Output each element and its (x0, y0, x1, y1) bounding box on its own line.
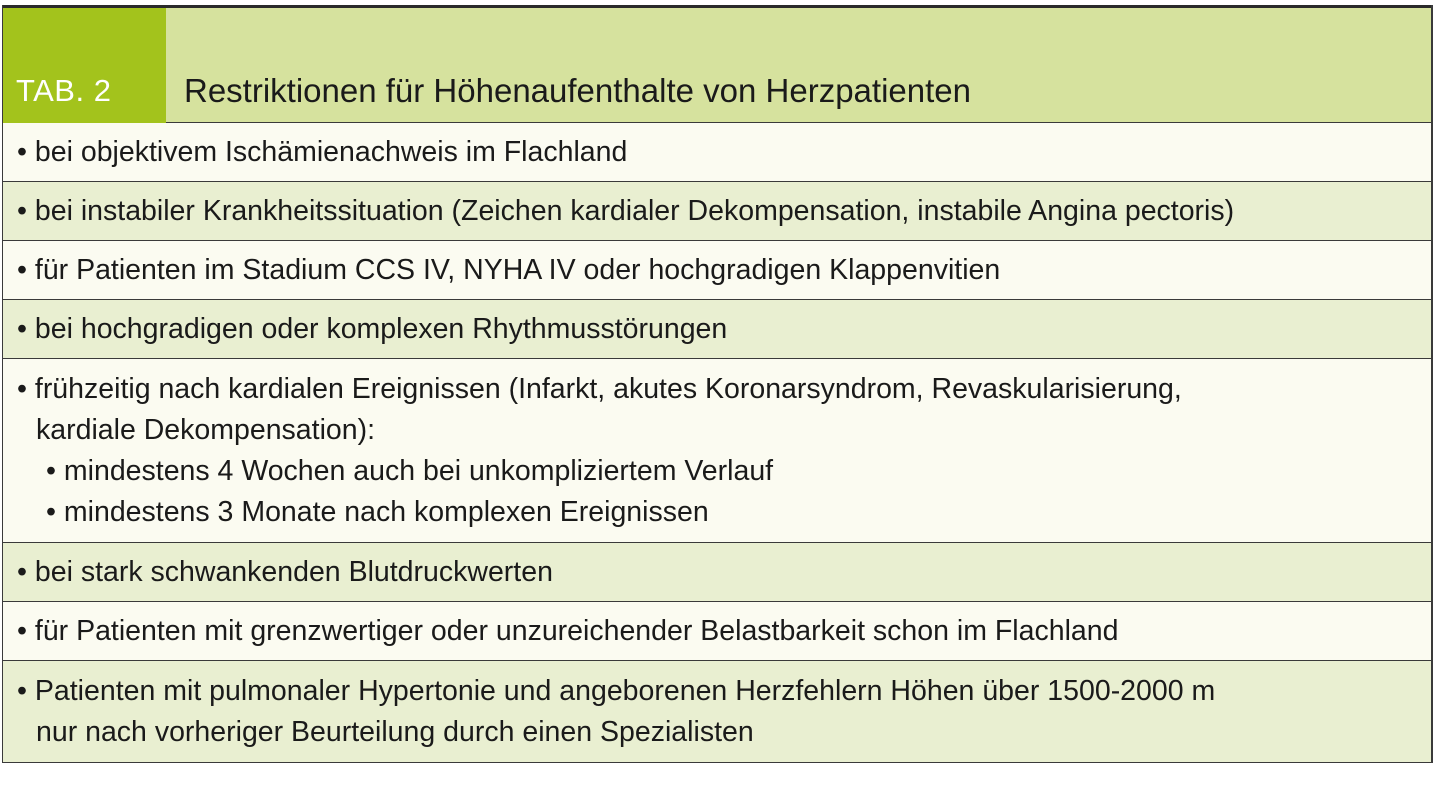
table-row (3, 661, 1431, 763)
row-text: • frühzeitig nach kardialen Ereignissen (Infarkt, akutes Koronarsyndrom, Revaskularisierung, (17, 373, 1182, 405)
row-text-continuation: nur nach vorheriger Beurteilung durch einen Spezialisten (36, 716, 754, 748)
table-row (3, 241, 1431, 300)
row-text: • bei instabiler Krankheitssituation (Zeichen kardialer Dekompensation, instabile Angina pectoris) (17, 195, 1235, 227)
table-row (3, 359, 1431, 543)
row-text: • bei objektivem Ischämienachweis im Flachland (17, 136, 628, 168)
row-text-continuation: kardiale Dekompensation): (36, 414, 376, 446)
table-title: Restriktionen für Höhenaufenthalte von Herzpatienten (184, 72, 971, 109)
table-number-label: TAB. 2 (3, 8, 166, 123)
row-subitem: • mindestens 3 Monate nach komplexen Ereignissen (46, 496, 709, 528)
table-header (3, 5, 1431, 123)
table-row (3, 182, 1431, 241)
row-subitem: • mindestens 4 Wochen auch bei unkompliziertem Verlauf (46, 455, 774, 487)
table-row (3, 543, 1431, 602)
table-row (3, 300, 1431, 359)
table-row (3, 602, 1431, 661)
row-text: • bei stark schwankenden Blutdruckwerten (17, 556, 553, 588)
row-text: • bei hochgradigen oder komplexen Rhythmusstörungen (17, 313, 728, 345)
restrictions-table (2, 5, 1433, 763)
table-row (3, 123, 1431, 182)
row-text: • für Patienten mit grenzwertiger oder unzureichender Belastbarkeit schon im Flachland (17, 615, 1119, 647)
row-text: • Patienten mit pulmonaler Hypertonie und angeborenen Herzfehlern Höhen über 1500-2000 m (17, 675, 1216, 707)
row-text: • für Patienten im Stadium CCS IV, NYHA IV oder hochgradigen Klappenvitien (17, 254, 1001, 286)
